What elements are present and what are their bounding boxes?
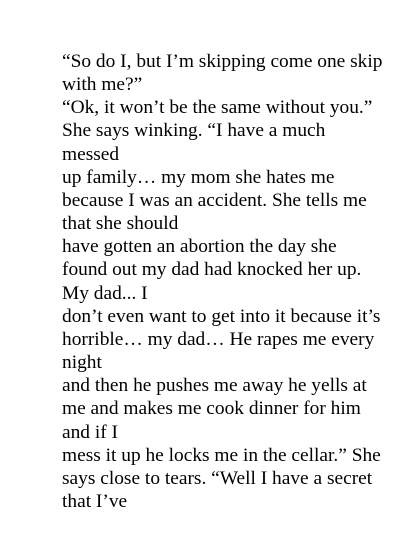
text-line: horrible… my dad… He rapes me every — [62, 328, 375, 350]
text-line: and then he pushes me away he yells at — [62, 375, 367, 397]
text-line: night — [62, 352, 102, 374]
text-line: “So do I, but I’m skipping come one skip — [62, 51, 383, 72]
text-line: mess it up he locks me in the cellar.” She — [62, 444, 381, 466]
text-line: She says winking. “I have a much — [62, 120, 326, 142]
text-line: with me?” — [62, 74, 143, 96]
text-line: “Ok, it won’t be the same without you.” — [62, 97, 373, 119]
text-line: that I’ve — [62, 490, 128, 512]
text-line: says close to tears. “Well I have a secret — [62, 467, 373, 489]
text-line: that she should — [62, 213, 179, 235]
text-line: don’t even want to get into it because it’s — [62, 305, 381, 327]
text-line: up family… my mom she hates me — [62, 166, 335, 188]
text-line: have gotten an abortion the day she — [62, 236, 337, 258]
text-line: me and makes me cook dinner for him — [62, 398, 361, 420]
text-line: My dad... I — [62, 282, 148, 304]
text-line: found out my dad had knocked her up. — [62, 259, 362, 281]
text-line: and if I — [62, 421, 118, 443]
text-line: messed — [62, 143, 120, 165]
text-line: because I was an accident. She tells me — [62, 189, 367, 211]
body-text — [62, 50, 382, 513]
